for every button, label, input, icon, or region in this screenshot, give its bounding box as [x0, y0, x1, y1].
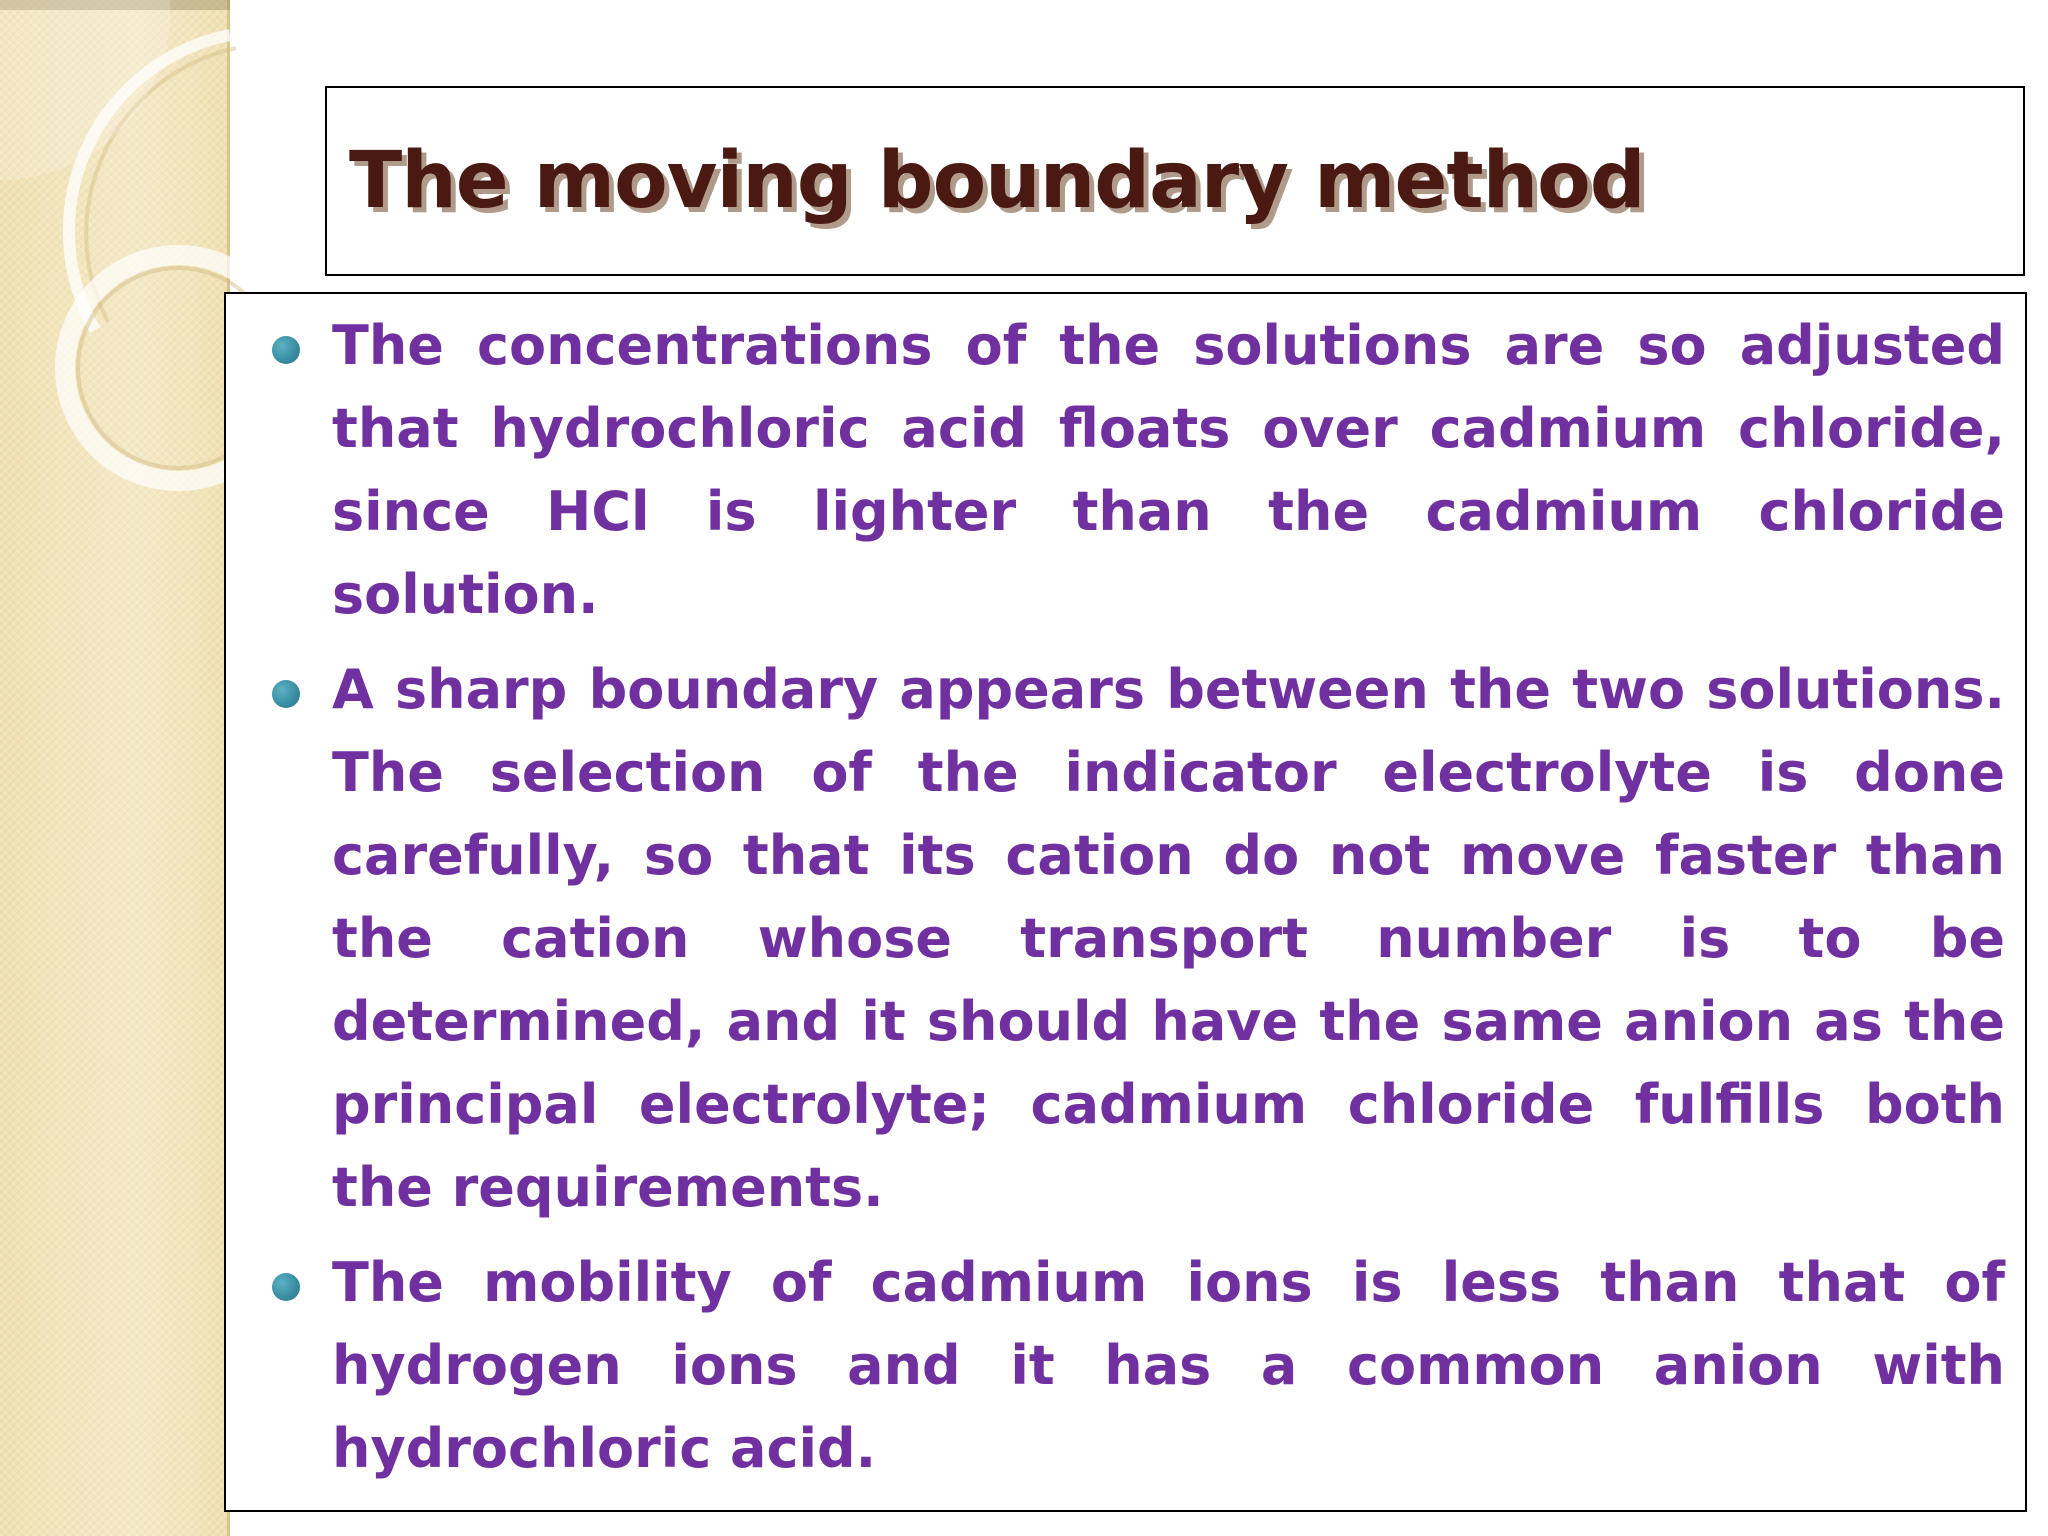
bullet-item [226, 1241, 2005, 1490]
bullet-text: The mobility of cadmium ions is less than that of hydrogen ions and it has a common anion with hydrochloric acid. [332, 1251, 2005, 1480]
slide-title: The moving boundary method [349, 136, 1645, 226]
bullet-item [226, 648, 2005, 1229]
content-box [224, 292, 2027, 1512]
bullet-list [226, 294, 2025, 1490]
title-box [325, 86, 2025, 276]
bullet-dot-icon [272, 1273, 300, 1301]
bullet-dot-icon [272, 680, 300, 708]
bullet-text: The concentrations of the solutions are so adjusted that hydrochloric acid floats over cadmium chloride, since HCl is lighter than the cadmium chloride solution. [332, 314, 2005, 626]
bullet-item [226, 304, 2005, 636]
bullet-dot-icon [272, 336, 300, 364]
bullet-text: A sharp boundary appears between the two solutions. The selection of the indicator electrolyte is done carefully, so that its cation do not move faster than the cation whose transport number is to be determined, and it should have the same anion as the principal electrolyte; cadmium chloride fulfills both the requirements. [332, 658, 2005, 1219]
corner-light-wedge [0, 0, 170, 180]
